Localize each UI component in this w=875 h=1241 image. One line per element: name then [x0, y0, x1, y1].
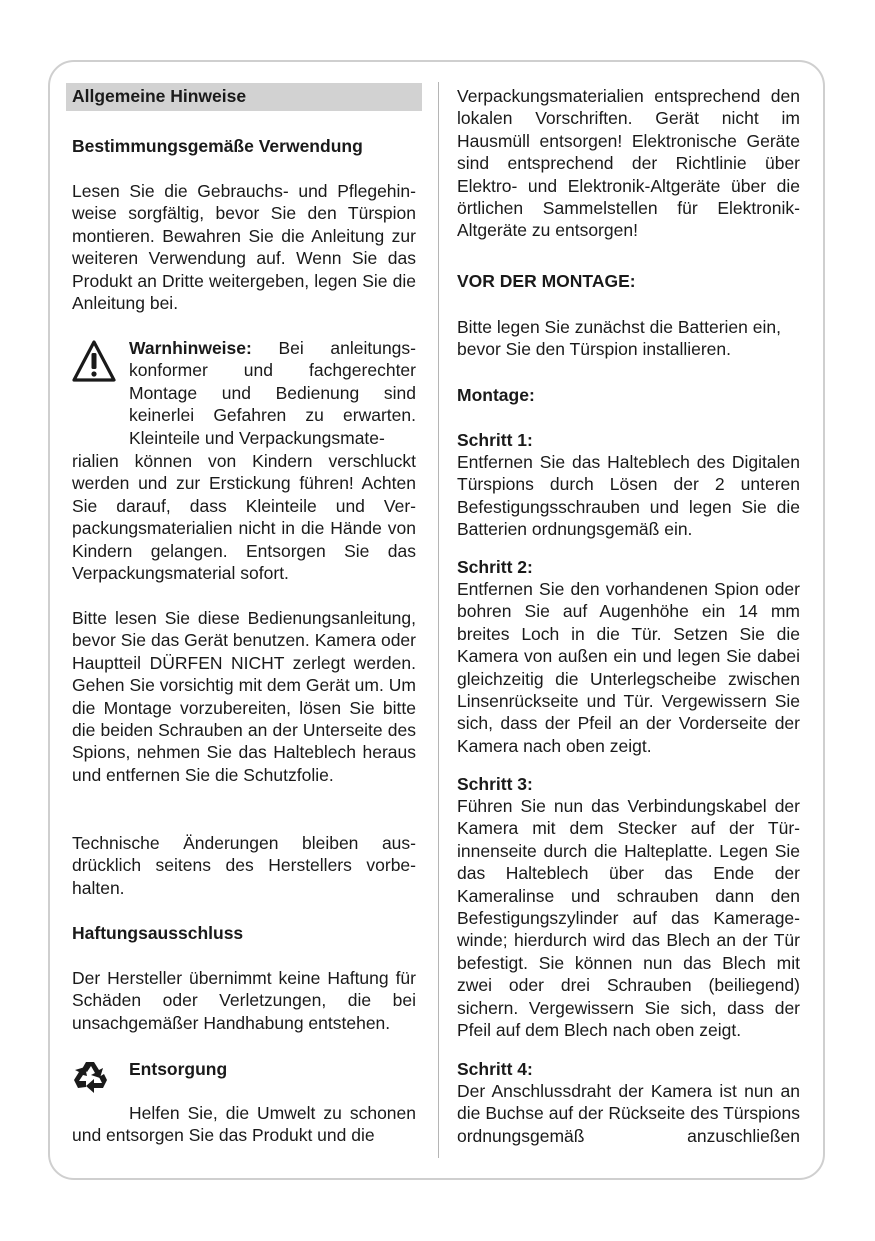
paragraph-bedienung: Bitte lesen Sie diese Bedienungsanleitung, bevor Sie das Gerät benutzen. Kamera oder Hauptteil DÜRFEN NICHT zerlegt werden. Gehen Sie vorsichtig mit dem Gerät um. Um die Montage vorzubereiten, lösen Sie bitte die beiden Schrauben an der Unterseite des Spions, nehmen Sie das Halteblech heraus und entfernen Sie die Schutzfolie.	[72, 608, 416, 785]
heading-vor-der-montage: VOR DER MONTAGE:	[457, 271, 636, 291]
heading-haftung: Haftungsausschluss	[72, 923, 244, 943]
warning-paragraph-head	[129, 337, 416, 449]
warning-text-head: Bei anleitungskonformer und fachgerechter Montage und Bedienung sind keinerlei Gefahren zu erwarten. Kleinteile und Verpackungsmate-	[129, 338, 416, 448]
step-3-label: Schritt 3:	[457, 774, 533, 794]
paragraph-entsorgung: Helfen Sie, die Umwelt zu schonen und entsorgen Sie das Produkt und die	[72, 1103, 416, 1146]
warning-label: Warnhinweise:	[129, 338, 252, 358]
heading-montage: Montage:	[457, 385, 535, 405]
step-4-label: Schritt 4:	[457, 1059, 533, 1079]
warning-text-tail: rialien können von Kindern verschluckt werden und zur Erstickung führen! Achten Sie darauf, dass Kleinteile und Verpackungsmaterialien nicht in die Hände von Kindern gelangen. Entsorgen Sie das Verpackungsmaterial sofort.	[72, 451, 416, 584]
section-title: Allgemeine Hinweise	[72, 86, 247, 106]
paragraph-haftung: Der Hersteller übernimmt keine Haftung für Schäden oder Verletzungen, die bei unsachgemäßer Handhabung entstehen.	[72, 968, 416, 1033]
heading-entsorgung: Entsorgung	[129, 1059, 228, 1079]
paragraph-verwendung: Lesen Sie die Gebrauchs- und Pflegehinweise sorgfältig, bevor Sie den Türspion montieren. Bewahren Sie die Anleitung zur weiteren Verwendung auf. Wenn Sie das Produkt an Dritte weitergeben, legen Sie die Anleitung bei.	[72, 181, 416, 314]
step-2-label: Schritt 2:	[457, 557, 533, 577]
warning-triangle-icon	[71, 339, 117, 383]
paragraph-entsorgung-cont: Verpackungsmaterialien entsprechend den lokalen Vorschriften. Gerät nicht im Hausmüll entsorgen! Elektronische Geräte sind entsprechend der Richtlinie über Elektro- und Elektronik-Altgeräte über die örtlichen Sammelstellen für Elektronik-Altgeräte zu entsorgen!	[457, 86, 800, 241]
step-1-text: Entfernen Sie das Halteblech des Digitalen Türspions durch Lösen der 2 unteren Befestigungsschrauben und legen Sie die Batterien ordnungsgemäß ein.	[457, 452, 800, 540]
paragraph-technik: Technische Änderungen bleiben ausdrücklich seitens des Herstellers vorbehalten.	[72, 833, 416, 898]
column-divider	[438, 82, 439, 1158]
step-4-text: Der Anschlussdraht der Kamera ist nun an die Buchse auf der Rückseite des Türspions ordnungsgemäß anzuschließen	[457, 1081, 800, 1146]
paragraph-vor-der-montage: Bitte legen Sie zunächst die Batterien ein, bevor Sie den Türspion installieren.	[457, 317, 781, 360]
step-3-text: Führen Sie nun das Verbindungskabel der Kamera mit dem Stecker auf der Türinnenseite durch die Halteplatte. Legen Sie das Halteblech über das Ende der Kameralinse und schrauben dann den Befestigungszylinder auf das Kameragewinde; hierdurch wird das Blech an der Tür befestigt. Sie können nun das Blech mit zwei oder drei Schrauben (beiliegend) sichern. Vergewissern Sie sich, dass der Pfeil auf dem Blech nach oben zeigt.	[457, 796, 800, 1041]
heading-verwendung: Bestimmungsgemäße Verwendung	[72, 136, 363, 156]
step-2-text: Entfernen Sie den vorhandenen Spion oder bohren Sie auf Augenhöhe ein 14 mm breites Loch in die Tür. Setzen Sie die Kamera von außen ein und legen Sie dabei gleichzeitig die Unterlegscheibe zwischen Linsenrückseite und Tür. Vergewissern Sie sich, dass der Pfeil an der Vorderseite der Kamera nach oben zeigt.	[457, 579, 800, 756]
recycling-icon	[72, 1058, 112, 1098]
step-1-label: Schritt 1:	[457, 430, 533, 450]
